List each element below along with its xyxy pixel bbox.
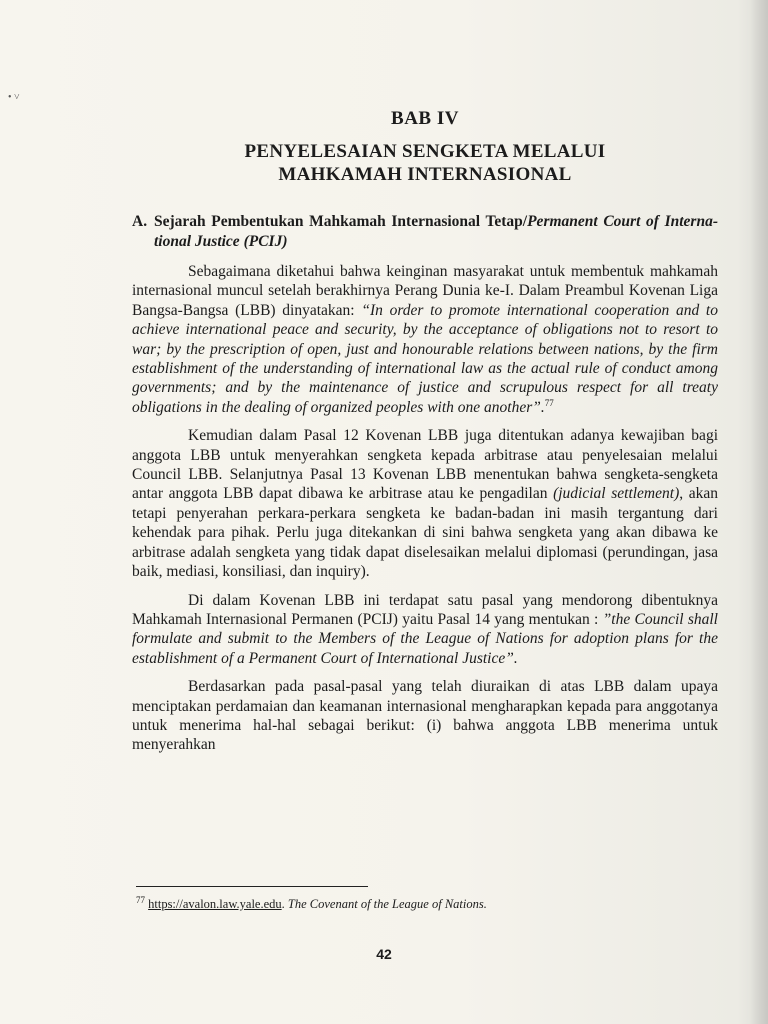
paragraph-3	[132, 591, 718, 669]
paragraph-1-quote: “In order to promote international cooperation and to achieve international peace and security, by the acceptance of obligations not to resort to war; by the prescription of open, just and honourable relations between nations, by the firm establishment of the understanding of international law as the actual rule of conduct among governments; and by the maintenance of justice and scrupulous respect for all treaty obligations in the dealing of organized peoples with one another”.	[132, 301, 718, 416]
section-title-bold: Sejarah Pembentukan Mahkamah Internasional Tetap/	[154, 213, 528, 230]
section-title-italic: Permanent Court of Interna-tional Justice (PCIJ)	[154, 213, 718, 250]
scan-speck: • ˅	[8, 92, 20, 103]
chapter-title-line-1: PENYELESAIAN SENGKETA MELALUI	[244, 141, 606, 162]
page-edge-shadow	[750, 0, 768, 1024]
paragraph-2	[132, 426, 718, 581]
footnote-text: The Covenant of the League of Nations.	[287, 897, 487, 911]
paragraph-2-text-b: , akan tetapi penyerahan perkara-perkara sengketa ke badan-badan ini masih tergantung dari kehendak para pihak. Perlu juga ditekankan di sini bahwa sengketa yang akan dibawa ke arbitrase adalah sengketa yang tidak dapat diselesaikan melalui diplomasi (perundingan, jasa baik, mediasi, konsiliasi, dan inquiry).	[132, 485, 718, 581]
paragraph-3-text: Di dalam Kovenan LBB ini terdapat satu pasal yang mendorong dibentuknya Mahkamah Internasional Permanen (PCIJ) yaitu Pasal 14 yang mentukan :	[132, 591, 718, 628]
paragraph-4: Berdasarkan pada pasal-pasal yang telah diuraikan di atas LBB dalam upaya menciptakan perdamaian dan keamanan internasional mengharapkan kepada para anggotanya untuk menerima hal-hal sebagai berikut: (i) bahwa anggota LBB menerima untuk menyerahkan	[132, 678, 718, 754]
footnote-link[interactable]: https://avalon.law.yale.edu	[148, 897, 282, 911]
page-number: 42	[376, 946, 392, 962]
chapter-title	[132, 140, 718, 186]
chapter-label: BAB IV	[391, 108, 459, 129]
footnote-ref-77[interactable]: 77	[544, 397, 554, 408]
paragraph-1-text: Sebagaimana diketahui bahwa keinginan masyarakat untuk membentuk mahkamah internasional muncul setelah berakhirnya Perang Dunia ke-I. Dalam Preambul Kovenan Liga Bangsa-Bangsa (LBB) dinyatakan:	[132, 263, 718, 319]
paragraph-1	[132, 262, 718, 417]
paragraph-3-quote: ”the Council shall formulate and submit to the Members of the League of Nations for adoption plans for the establishment of a Permanent Court of International Justice”.	[132, 610, 718, 667]
paragraph-2-italic: (judicial settlement)	[553, 485, 680, 503]
footnote	[136, 896, 696, 912]
chapter-title-line-2: MAHKAMAH INTERNASIONAL	[278, 164, 572, 185]
section-heading	[132, 212, 718, 252]
page-content	[132, 108, 718, 764]
section-letter: A.	[132, 213, 148, 230]
paragraph-2-text-a: Kemudian dalam Pasal 12 Kovenan LBB juga ditentukan adanya kewajiban bagi anggota LBB untuk menyerahkan sengketa kepada arbitrase atau penyelesaian melalui Council LBB. Selanjutnya Pasal 13 Kovenan LBB menentukan bahwa sengketa-sengketa antar anggota LBB dapat dibawa ke arbitrase atau ke pengadilan	[132, 427, 718, 503]
footnote-number: 77	[136, 894, 145, 905]
footnote-divider	[136, 886, 368, 887]
footnote-separator: .	[281, 897, 288, 911]
